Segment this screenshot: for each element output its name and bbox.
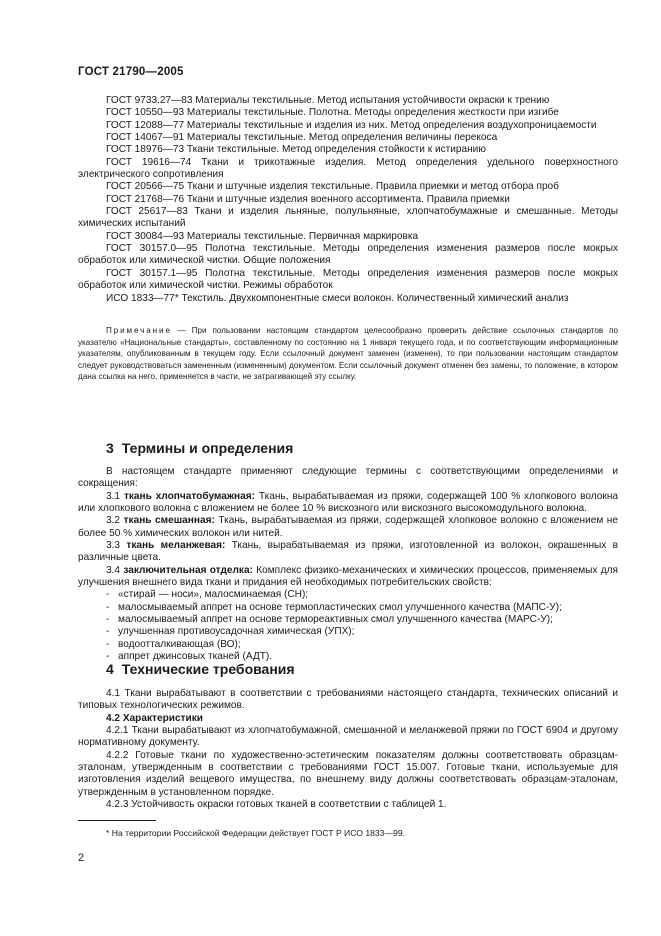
reference-item: ГОСТ 21768—76 Ткани и штучные изделия военного ассортимента. Правила приемки bbox=[106, 193, 510, 205]
section-title: Термины и определения bbox=[121, 440, 294, 456]
term-definition: 3.4 заключительная отделка: Комплекс физико-механических и химических процессов, применяемых для улучшения внешнего вида ткани и придания ей необходимых потребительских свойств: bbox=[78, 564, 618, 589]
section-3-body bbox=[78, 466, 618, 664]
paragraph-4-1: 4.1 Ткани вырабатывают в соответствии с требованиями настоящего стандарта, технических описаний и типовых технологических режимов. bbox=[78, 688, 618, 712]
reference-item: ГОСТ 20566—75 Ткани и штучные изделия текстильные. Правила приемки и метод отбора проб bbox=[106, 181, 559, 193]
section-title: Технические требования bbox=[121, 661, 295, 677]
term-name: ткань меланжевая: bbox=[126, 540, 226, 552]
paragraph-4-2-3: 4.2.3 Устойчивость окраски готовых тканей в соответствии с таблицей 1. bbox=[106, 799, 447, 811]
reference-item: ГОСТ 30157.0—95 Полотна текстильные. Методы определения изменения размеров после мокрых обработок или химической чистки. Общие положения bbox=[78, 243, 618, 267]
footnote: * На территории Российской Федерации действует ГОСТ Р ИСО 1833—99. bbox=[106, 828, 405, 838]
list-item: - аппрет джинсовых тканей (АДТ). bbox=[106, 651, 273, 663]
paragraph-4-2-2: 4.2.2 Готовые ткани по художественно-эстетическим показателям должны соответствовать образцам-эталонам, утвержденным в соответствии с требованиями ГОСТ 15.007. Готовые ткани, используемые для изготовления изделий вещевого имущества, по внешнему виду должны соответствовать образцам-эталонам, утвержденным в установленном порядке. bbox=[78, 749, 618, 798]
note-paragraph bbox=[78, 325, 618, 383]
normative-references bbox=[78, 95, 618, 305]
section-4-heading bbox=[106, 661, 295, 677]
section-number: 4 bbox=[106, 661, 114, 677]
reference-item: ГОСТ 19616—74 Ткани и трикотажные изделия. Метод определения удельного поверхностного электрического сопротивления bbox=[78, 156, 618, 181]
note-label: Примечание bbox=[106, 326, 172, 335]
list-item: - малосмываемый аппрет на основе термореактивных смол улучшенного качества (МАРС-У); bbox=[106, 614, 553, 626]
term-name: заключительная отделка: bbox=[123, 564, 253, 576]
reference-item: ИСО 1833—77* Текстиль. Двухкомпонентные смеси волокон. Количественный химический анализ bbox=[106, 292, 569, 304]
section-number: 3 bbox=[106, 440, 114, 456]
list-item: - малосмываемый аппрет на основе термопластических смол улучшенного качества (МАПС-У); bbox=[106, 601, 562, 613]
reference-item: ГОСТ 30084—93 Материалы текстильные. Первичная маркировка bbox=[106, 230, 419, 242]
page-number: 2 bbox=[78, 852, 85, 864]
note-text: — При пользовании настоящим стандартом целесообразно проверить действие ссылочных стандартов по указателю «Национальные стандарты», составленному по состоянию на 1 января текущего года, и по соответствующим информационным указателям, опубликованным в текущем году. Если ссылочный документ заменен (изменен), то при пользовании настоящим стандартом следует руководствоваться замененным (измененным) документом. Если ссылочный документ отменен без замены, то положение, в котором дана ссылка на него, применяется в части, не затрагивающей эту ссылку. bbox=[78, 326, 618, 382]
term-name: ткань смешанная: bbox=[123, 515, 215, 527]
reference-item: ГОСТ 9733.27—83 Материалы текстильные. Метод испытания устойчивости окраски к трению bbox=[106, 95, 550, 106]
list-item: - «стирай — носи», малосминаемая (СН); bbox=[106, 589, 309, 601]
reference-item: ГОСТ 12088—77 Материалы текстильные и изделия из них. Метод определения воздухопроницаемости bbox=[106, 119, 597, 131]
reference-item: ГОСТ 25617—83 Ткани и изделия льняные, полульняные, хлопчатобумажные и смешанные. Методы химических испытаний bbox=[78, 206, 618, 230]
reference-item: ГОСТ 14067—91 Материалы текстильные. Метод определения величины перекоса bbox=[106, 132, 498, 144]
reference-item: ГОСТ 30157.1—95 Полотна текстильные. Методы определения изменения размеров после мокрых обработок или химической чистки. Режимы обработок bbox=[78, 267, 618, 292]
term-definition: 3.3 ткань меланжевая: Ткань, вырабатываемая из пряжи, изготовленной из волокон, окрашенных в различные цвета. bbox=[78, 540, 618, 564]
section-3-heading bbox=[106, 440, 293, 456]
term-definition: 3.2 ткань смешанная: Ткань, вырабатываемая из пряжи, содержащей хлопковое волокно с вложением не более 50 % химических волокон или нитей. bbox=[78, 515, 618, 539]
reference-item: ГОСТ 10550—93 Материалы текстильные. Полотна. Методы определения жесткости при изгибе bbox=[106, 107, 559, 119]
subsection-4-2-heading: 4.2 Характеристики bbox=[106, 712, 203, 724]
section-3-intro: В настоящем стандарте применяют следующие термины с соответствующими определениями и сокращения: bbox=[78, 466, 618, 490]
document-header: ГОСТ 21790—2005 bbox=[78, 66, 184, 78]
list-item: - улучшенная противоусадочная химическая (УПХ); bbox=[106, 626, 355, 638]
list-item: - водоотталкивающая (ВО); bbox=[106, 638, 241, 650]
section-4-body bbox=[78, 688, 618, 811]
paragraph-4-2-1: 4.2.1 Ткани вырабатывают из хлопчатобумажной, смешанной и меланжевой пряжи по ГОСТ 6904 и другому нормативному документу. bbox=[78, 725, 618, 749]
term-name: ткань хлопчатобумажная: bbox=[123, 490, 255, 502]
footnote-divider bbox=[78, 820, 156, 821]
reference-item: ГОСТ 18976—73 Ткани текстильные. Метод определения стойкости к истиранию bbox=[106, 144, 486, 156]
term-definition: 3.1 ткань хлопчатобумажная: Ткань, вырабатываемая из пряжи, содержащей 100 % хлопкового волокна или хлопкового волокна с вложением не более 10 % вискозного или вискозного высокомодульного волокна. bbox=[78, 490, 619, 515]
